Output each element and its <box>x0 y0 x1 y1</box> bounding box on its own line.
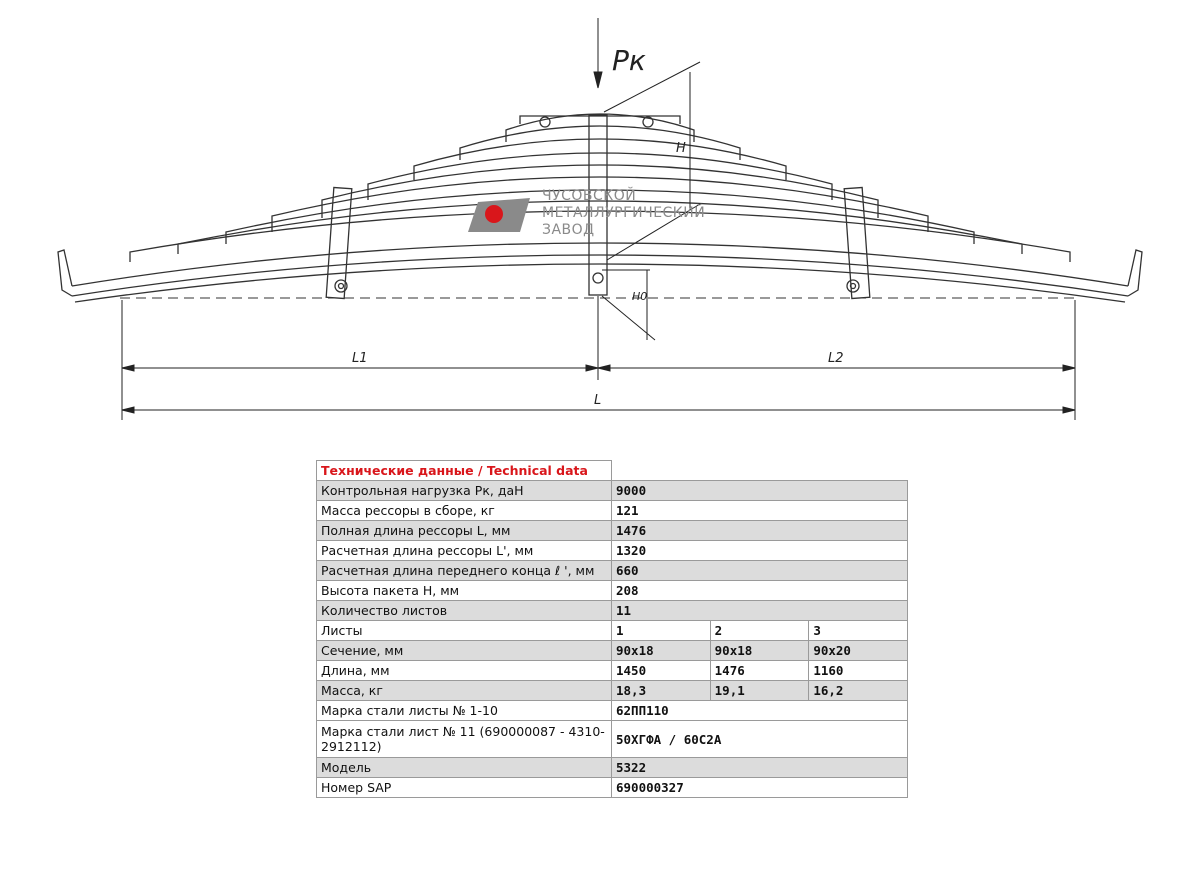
table-row <box>317 501 908 521</box>
model-value: 5322 <box>612 758 908 778</box>
row-value: 11 <box>612 601 908 621</box>
steel2-label: Марка стали лист № 11 (690000087 - 4310-2912112) <box>317 721 612 758</box>
mass-label: Масса, кг <box>317 681 612 701</box>
row-label: Масса рессоры в сборе, кг <box>317 501 612 521</box>
dim-h-label: H <box>676 141 686 156</box>
section-label: Сечение, мм <box>317 641 612 661</box>
table-row <box>317 601 908 621</box>
row-label: Расчетная длина рессоры L', мм <box>317 541 612 561</box>
row-label: Контрольная нагрузка Pк, даН <box>317 481 612 501</box>
row-value: 660 <box>612 561 908 581</box>
table-row <box>317 541 908 561</box>
leaf-number: 3 <box>809 621 908 641</box>
leaf-spring-diagram <box>0 0 1200 440</box>
technical-data-table <box>316 460 908 798</box>
row-label: Высота пакета H, мм <box>317 581 612 601</box>
table-row <box>317 561 908 581</box>
dim-l-label: L <box>594 393 602 408</box>
table-row <box>317 721 908 758</box>
steel1-value: 62ПП110 <box>612 701 908 721</box>
row-value: 9000 <box>612 481 908 501</box>
dim-h0-label: H0 <box>632 290 648 303</box>
steel1-label: Марка стали листы № 1-10 <box>317 701 612 721</box>
length-value: 1476 <box>710 661 809 681</box>
row-value: 1476 <box>612 521 908 541</box>
row-value: 121 <box>612 501 908 521</box>
table-row <box>317 778 908 798</box>
company-logo <box>468 186 705 238</box>
dim-l1-label: L1 <box>352 351 368 366</box>
table-row <box>317 758 908 778</box>
leaves-label: Листы <box>317 621 612 641</box>
row-label: Количество листов <box>317 601 612 621</box>
row-value: 208 <box>612 581 908 601</box>
load-label: Pк <box>612 44 646 77</box>
table-row <box>317 701 908 721</box>
table-row <box>317 661 908 681</box>
section-value: 90x18 <box>710 641 809 661</box>
row-value: 1320 <box>612 541 908 561</box>
table-row <box>317 681 908 701</box>
mass-value: 19,1 <box>710 681 809 701</box>
mass-value: 16,2 <box>809 681 908 701</box>
table-row <box>317 581 908 601</box>
logo-line2: МЕТАЛЛУРГИЧЕСКИЙ <box>542 205 706 221</box>
logo-dot-icon <box>485 205 503 223</box>
steel2-value: 50ХГФА / 60С2А <box>612 721 908 758</box>
section-value: 90x18 <box>612 641 711 661</box>
logo-line1: ЧУСОВСКОЙ <box>542 188 637 204</box>
spring-drawing <box>0 0 1200 440</box>
sap-label: Номер SAP <box>317 778 612 798</box>
leaf-number: 2 <box>710 621 809 641</box>
table-row <box>317 481 908 501</box>
model-label: Модель <box>317 758 612 778</box>
mass-value: 18,3 <box>612 681 711 701</box>
table-row <box>317 641 908 661</box>
row-label: Полная длина рессоры L, мм <box>317 521 612 541</box>
table-title: Технические данные / Technical data <box>317 461 612 481</box>
table-row <box>317 621 908 641</box>
dim-l2-label: L2 <box>828 351 844 366</box>
logo-line3: ЗАВОД <box>542 222 595 238</box>
length-label: Длина, мм <box>317 661 612 681</box>
leaf-1b <box>72 255 1128 296</box>
length-value: 1450 <box>612 661 711 681</box>
sap-value: 690000327 <box>612 778 908 798</box>
length-value: 1160 <box>809 661 908 681</box>
leaf-number: 1 <box>612 621 711 641</box>
table-row <box>317 521 908 541</box>
row-label: Расчетная длина переднего конца ℓ ', мм <box>317 561 612 581</box>
section-value: 90x20 <box>809 641 908 661</box>
